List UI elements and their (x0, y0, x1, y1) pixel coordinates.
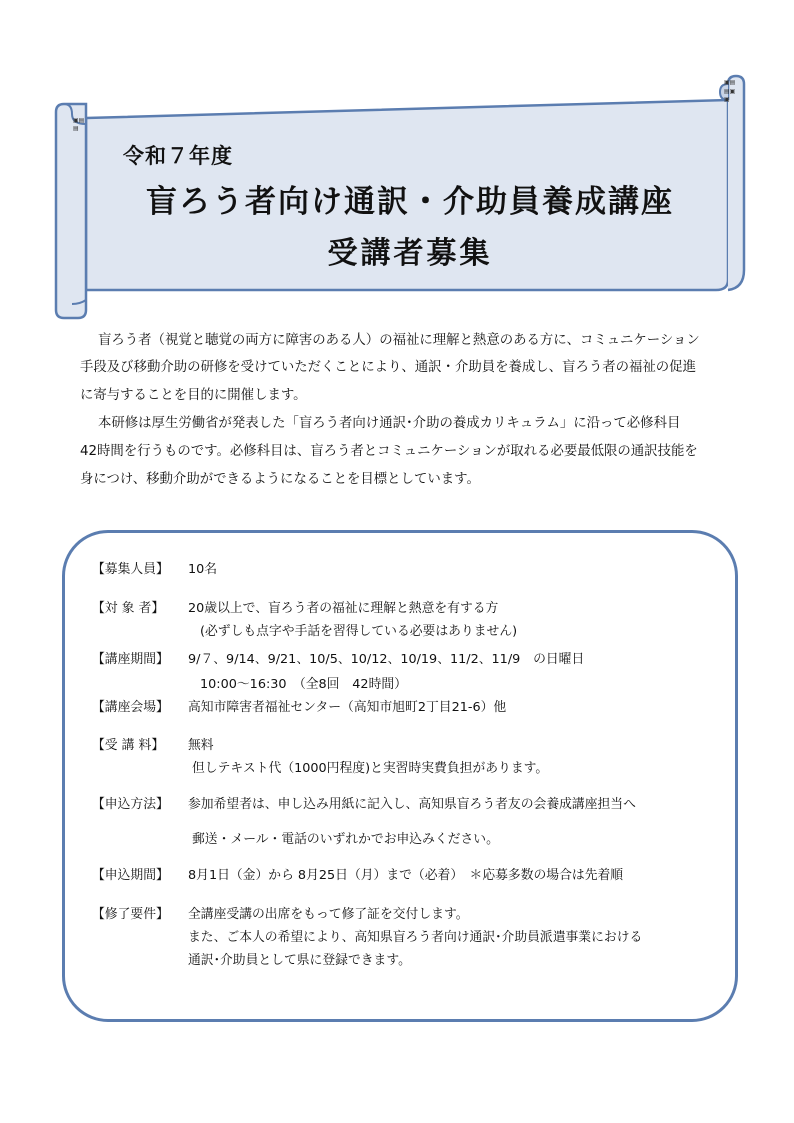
target-label: 【対 象 者】 (92, 601, 165, 616)
fee-note: 但しテキスト代（1000円程度)と実習時実費負担があります。 (192, 761, 549, 776)
apply-method-label: 【申込方法】 (92, 797, 169, 812)
svg-text:▣: ▣ (724, 96, 730, 103)
completion-line: 通訳･介助員として県に登録できます。 (188, 953, 411, 968)
apply-period-value: 8月1日（金）から 8月25日（月）まで（必着） ＊応募多数の場合は先着順 (188, 868, 624, 883)
capacity-value: 10名 (188, 562, 218, 577)
period-value: 9/７、9/14、9/21、10/5、10/12、10/19、11/2、11/9 の日曜日 (188, 652, 585, 667)
svg-text:▣▤: ▣▤ (724, 79, 736, 86)
period-label: 【講座期間】 (92, 652, 169, 667)
fee-label: 【受 講 料】 (92, 738, 165, 753)
intro-line: に寄与することを目的に開催します。 (80, 388, 307, 403)
target-note: (必ずしも点字や手話を習得している必要はありません) (200, 624, 518, 639)
svg-text:▣▤: ▣▤ (73, 117, 85, 124)
venue-value: 高知市障害者福祉センター（高知市旭町2丁目21-6）他 (188, 700, 507, 715)
venue-label: 【講座会場】 (92, 700, 169, 715)
capacity-label: 【募集人員】 (92, 562, 169, 577)
fee-value: 無料 (188, 738, 214, 753)
svg-text:▤: ▤ (73, 125, 79, 132)
banner-title: 盲ろう者向け通訳・介助員養成講座 (146, 184, 674, 220)
intro-line: 手段及び移動介助の研修を受けていただくことにより、通訳・介助員を養成し、盲ろう者の福祉の促進 (80, 360, 696, 375)
banner-subtitle: 受講者募集 (327, 236, 493, 271)
intro-line: 42時間を行うものです。必修科目は、盲ろう者とコミュニケーションが取れる必要最低限の通訳技能を (80, 444, 698, 459)
period-time: 10:00～16:30 （全8回 42時間） (200, 677, 407, 692)
intro-line: 本研修は厚生労働省が発表した「盲ろう者向け通訳･介助の養成カリキュラム」に沿って必修科目 (98, 416, 681, 431)
svg-text:▤▣: ▤▣ (724, 88, 736, 95)
scroll-banner (0, 0, 794, 330)
apply-method-value: 参加希望者は、申し込み用紙に記入し、高知県盲ろう者友の会養成講座担当へ (188, 797, 636, 812)
completion-line: 全講座受講の出席をもって修了証を交付します。 (188, 907, 469, 922)
completion-line: また、ご本人の希望により、高知県盲ろう者向け通訳･介助員派遣事業における (188, 930, 643, 945)
target-value: 20歳以上で、盲ろう者の福祉に理解と熱意を有する方 (188, 601, 499, 616)
intro-line: 身につけ、移動介助ができるようになることを目標としています。 (80, 472, 480, 487)
apply-period-label: 【申込期間】 (92, 868, 169, 883)
completion-label: 【修了要件】 (92, 907, 169, 922)
apply-method-note: 郵送・メール・電話のいずれかでお申込みください。 (192, 832, 499, 847)
intro-line: 盲ろう者（視覚と聴覚の両方に障害のある人）の福祉に理解と熱意のある方に、コミュニケーション (98, 333, 700, 348)
banner-year: 令和７年度 (123, 144, 233, 168)
